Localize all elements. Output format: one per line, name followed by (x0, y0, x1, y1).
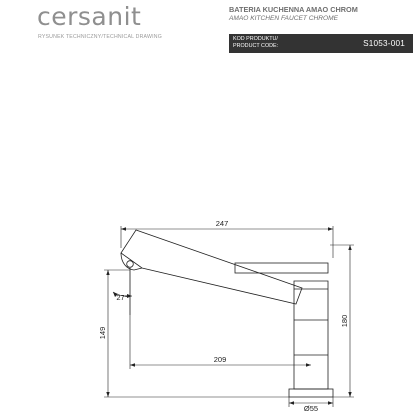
product-code-label-line1: KOD PRODUKTU/ (233, 36, 278, 42)
arrow-diameter-left (289, 401, 294, 404)
arrow-reach-left (130, 363, 135, 366)
product-title-en: AMAO KITCHEN FAUCET CHROME (229, 15, 339, 22)
dim-label-spout-height: 149 (98, 326, 107, 340)
dim-label-total-width: 247 (215, 219, 229, 228)
arrow-diameter-right (328, 401, 333, 404)
aerator-detail (127, 261, 134, 268)
faucet-body (294, 281, 328, 389)
arrow-reach-right (306, 363, 311, 366)
arrow-height-bottom (348, 392, 351, 397)
product-title-pl: BATERIA KUCHENNA AMAO CHROM (229, 5, 358, 14)
arrow-width-left (121, 227, 126, 230)
dim-label-total-height: 180 (340, 314, 349, 328)
arrow-spout-height-top (106, 270, 109, 275)
product-code-value: S1053-001 (363, 39, 405, 48)
brand-logo: cersanit (37, 2, 142, 31)
faucet-spout (121, 230, 302, 304)
dim-label-spout-reach: 209 (213, 355, 227, 364)
dim-label-angle: 27° (116, 293, 128, 302)
arrow-height-top (348, 245, 351, 250)
product-code-label-line2: PRODUCT CODE: (233, 43, 279, 49)
arrow-width-right (328, 227, 333, 230)
dim-label-base-diameter: Ø55 (303, 404, 319, 413)
arrow-spout-height-bottom (106, 392, 109, 397)
arrow-angle-right (127, 294, 132, 298)
drawing-subtitle: RYSUNEK TECHNICZNY/TECHNICAL DRAWING (38, 34, 162, 40)
faucet-base (289, 389, 333, 397)
faucet-lever (235, 263, 328, 273)
